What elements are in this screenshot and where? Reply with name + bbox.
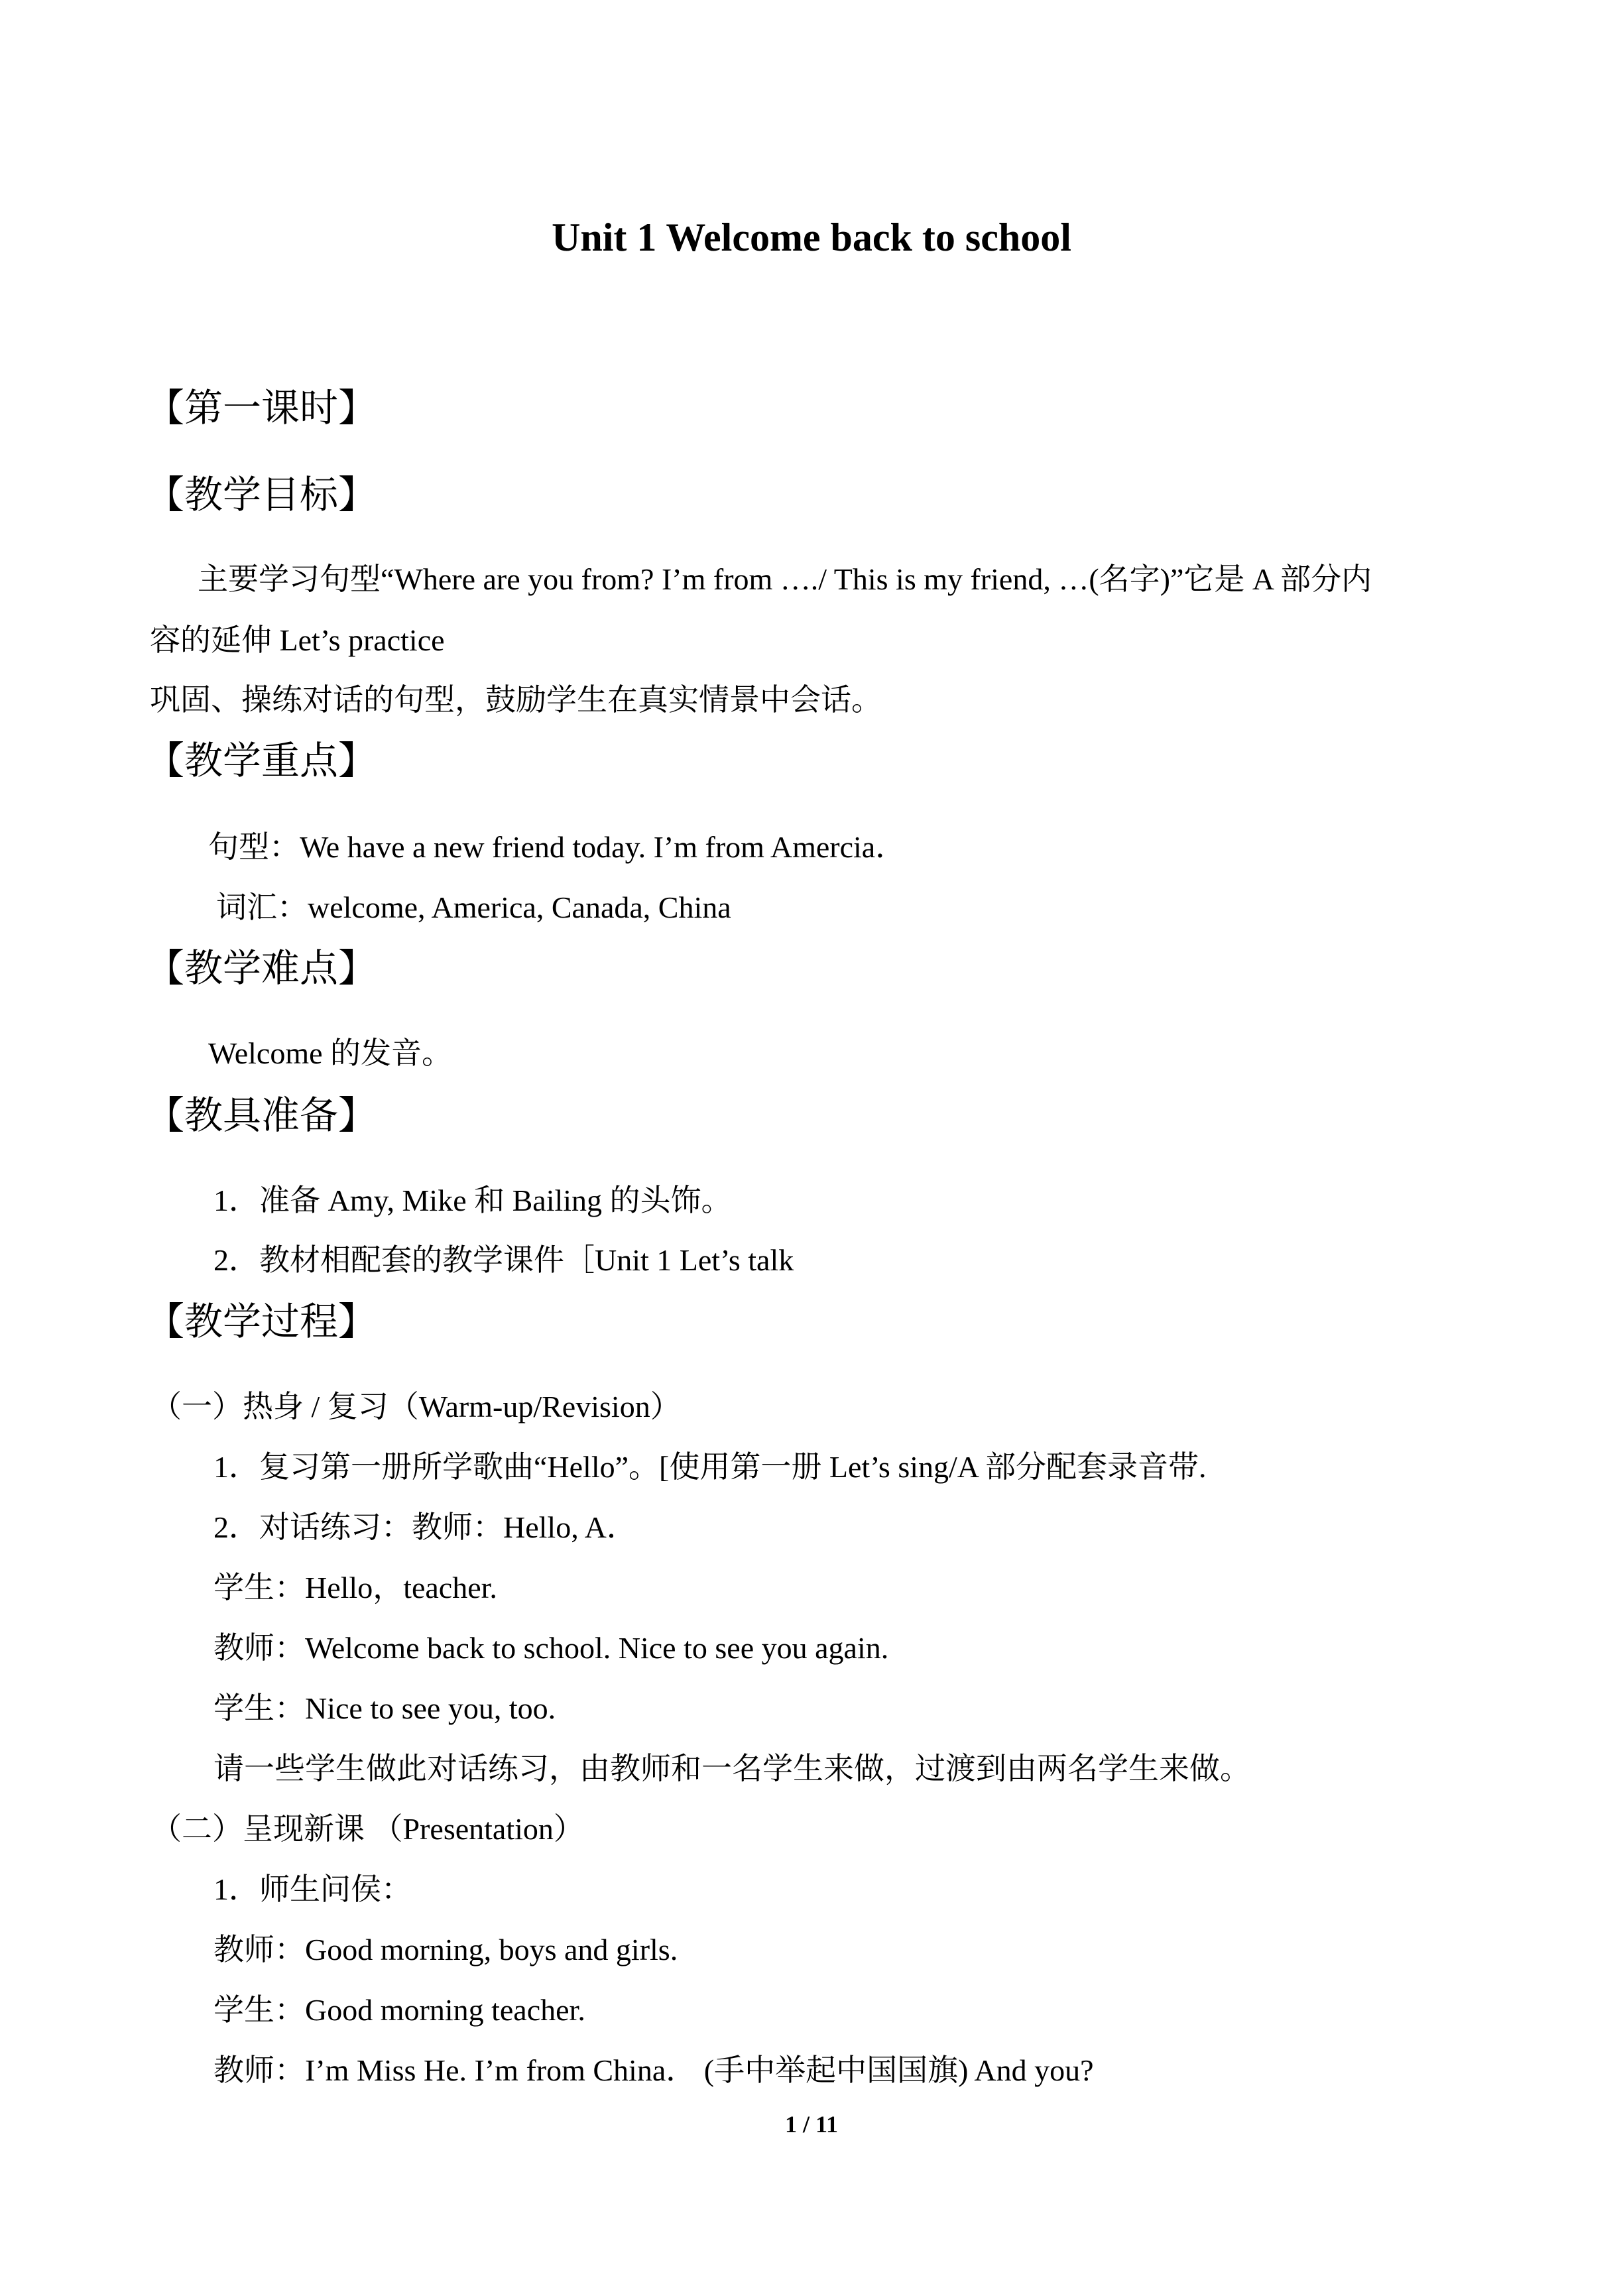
warmup-step-1: 1．复习第一册所学歌曲“Hello”。[使用第一册 Let’s sing/A 部分配套录音带. xyxy=(213,1450,1207,1484)
key-points-sentence: 句型：We have a new friend today. I’m from Amercia． xyxy=(208,830,906,864)
objectives-line-2: 容的延伸 Let’s practice xyxy=(150,623,445,657)
warmup-heading: （一）热身 / 复习（Warm-up/Revision） xyxy=(151,1390,681,1423)
key-points-vocabulary: 词汇：welcome, America, Canada, China xyxy=(216,890,731,924)
warmup-dialogue-2: 教师：Welcome back to school. Nice to see you again. xyxy=(213,1631,889,1665)
objectives-line-3: 巩固、操练对话的句型，鼓励学生在真实情景中会话。 xyxy=(150,683,882,717)
page-number: 1 / 11 xyxy=(784,2111,838,2138)
heading-objectives: 【教学目标】 xyxy=(146,472,377,517)
heading-preparation: 【教具准备】 xyxy=(146,1093,377,1138)
difficulties-text: Welcome 的发音。 xyxy=(208,1036,453,1070)
document-title: Unit 1 Welcome back to school xyxy=(552,215,1071,259)
heading-key-points: 【教学重点】 xyxy=(146,738,377,783)
heading-process: 【教学过程】 xyxy=(146,1299,377,1344)
warmup-dialogue-1: 学生：Hello，teacher. xyxy=(213,1571,497,1604)
warmup-dialogue-3: 学生：Nice to see you, too. xyxy=(213,1691,556,1725)
presentation-dialogue-3: 教师：I’m Miss He. I’m from China． (手中举起中国国旗) And you? xyxy=(213,2053,1094,2087)
heading-difficulties: 【教学难点】 xyxy=(146,945,377,991)
presentation-heading: （二）呈现新课 （Presentation） xyxy=(151,1812,584,1846)
presentation-dialogue-1: 教师：Good morning, boys and girls. xyxy=(213,1933,678,1966)
warmup-note: 请一些学生做此对话练习，由教师和一名学生来做，过渡到由两名学生来做。 xyxy=(213,1752,1250,1785)
presentation-step-1: 1．师生问侯： xyxy=(213,1872,412,1906)
presentation-dialogue-2: 学生：Good morning teacher. xyxy=(213,1993,585,2027)
warmup-step-2: 2．对话练习：教师：Hello, A． xyxy=(213,1510,637,1544)
objectives-line-1: 主要学习句型“Where are you from? I’m from …./ This is my friend, …(名字)”它是 A 部分内 xyxy=(198,562,1372,596)
heading-lesson: 【第一课时】 xyxy=(146,385,377,430)
preparation-item-1: 1．准备 Amy, Mike 和 Bailing 的头饰。 xyxy=(213,1183,732,1217)
preparation-item-2: 2．教材相配套的教学课件［Unit 1 Let’s talk xyxy=(213,1243,794,1277)
